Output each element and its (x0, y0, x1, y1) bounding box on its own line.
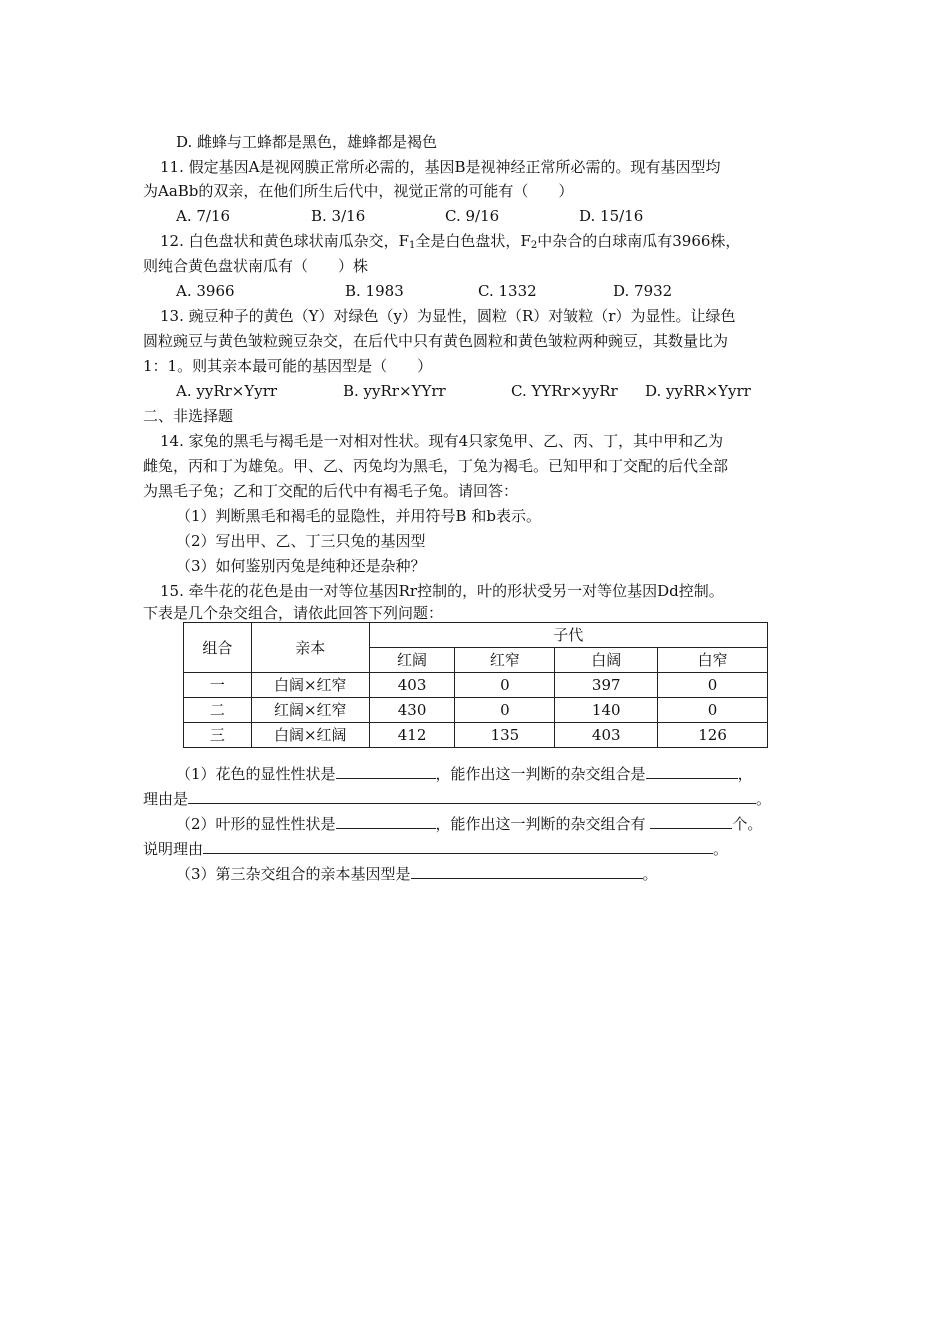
q13-stem-line2: 圆粒豌豆与黄色皱粒豌豆杂交，在后代中只有黄色圆粒和黄色皱粒两种豌豆，其数量比为 (143, 332, 729, 350)
cell-count: 0 (658, 673, 768, 698)
q10-option-d: D. 雌蜂与工蜂都是黑色，雄蜂都是褐色 (176, 133, 438, 151)
q11-stem-line1: 11. 假定基因A是视网膜正常所必需的，基因B是视神经正常所必需的。现有基因型均 (160, 158, 721, 176)
q12-stem-line2: 则纯合黄色盘状南瓜有（ ）株 (143, 257, 369, 275)
cell-count: 430 (369, 698, 455, 723)
header-red-narrow: 红窄 (455, 648, 555, 673)
q15-sub3-line (176, 862, 658, 885)
q15-sub1-reason-label: 理由是 (143, 790, 189, 808)
q11-option-c: C. 9/16 (445, 207, 500, 225)
cell-count: 0 (455, 698, 555, 723)
table-row (184, 698, 768, 723)
q14-stem-line3: 为黑毛子兔；乙和丁交配的后代中有褐毛子兔。请回答： (143, 482, 519, 500)
answer-blank[interactable] (411, 862, 643, 879)
q13-option-d: D. yyRR×Yyrr (645, 382, 751, 400)
q12-option-d: D. 7932 (613, 282, 673, 300)
q15-sub1-end: 。 (756, 790, 772, 808)
q12-text-c: 中杂合的白球南瓜有3966株， (537, 232, 741, 250)
q12-sub1: 1 (409, 240, 416, 251)
q14-stem-line2: 雌兔，丙和丁为雄兔。甲、乙、丙兔均为黑毛，丁兔为褐毛。已知甲和丁交配的后代全部 (143, 457, 729, 475)
q15-stem-line2: 下表是几个杂交组合，请依此回答下列问题： (143, 604, 444, 622)
q14-sub3: （3）如何鉴别丙兔是纯种还是杂种？ (176, 557, 426, 575)
q15-sub2-reason-label: 说明理由 (143, 840, 204, 858)
cell-count: 397 (555, 673, 658, 698)
q15-sub2-text-c: 个。 (732, 815, 763, 833)
q13-option-c: C. YYRr×yyRr (511, 382, 618, 400)
answer-blank[interactable] (203, 837, 713, 854)
q15-sub3-end: 。 (642, 865, 658, 883)
cell-group: 三 (184, 723, 252, 748)
q12-sub2: 2 (530, 240, 538, 251)
header-white-narrow: 白窄 (658, 648, 768, 673)
q13-stem-line3: 1：1。则其亲本最可能的基因型是（ ） (143, 357, 433, 375)
q15-sub1-line2 (143, 787, 771, 810)
header-red-wide: 红阔 (369, 648, 455, 673)
cell-count: 0 (658, 698, 768, 723)
q12-option-c: C. 1332 (478, 282, 537, 300)
cell-count: 0 (455, 673, 555, 698)
q15-sub2-end: 。 (713, 840, 729, 858)
q14-stem-line1: 14. 家兔的黑毛与褐毛是一对相对性状。现有4只家兔甲、乙、丙、丁，其中甲和乙为 (160, 432, 724, 450)
q15-sub1-text-b: ，能作出这一判断的杂交组合是 (435, 765, 646, 783)
header-white-wide: 白阔 (555, 648, 658, 673)
q15-stem-line1: 15. 牵牛花的花色是由一对等位基因Rr控制的，叶的形状受另一对等位基因Dd控制。 (160, 582, 724, 600)
section-heading: 二、非选择题 (143, 407, 234, 425)
q12-text-a: 12. 白色盘状和黄色球状南瓜杂交， (160, 232, 399, 250)
q13-stem-line1: 13. 豌豆种子的黄色（Y）对绿色（y）为显性，圆粒（R）对皱粒（r）为显性。让绿色 (160, 307, 736, 325)
cell-group: 一 (184, 673, 252, 698)
cell-parents: 白阔×红阔 (251, 723, 369, 748)
cell-count: 135 (455, 723, 555, 748)
table-row (184, 723, 768, 748)
q15-sub2-line1 (176, 812, 762, 835)
answer-blank[interactable] (336, 812, 436, 829)
q15-sub2-line2 (143, 837, 728, 860)
answer-blank[interactable] (188, 787, 756, 804)
q12-option-b: B. 1983 (345, 282, 404, 300)
q14-sub2: （2）写出甲、乙、丁三只兔的基因型 (176, 532, 426, 550)
q15-sub3-text-a: （3）第三杂交组合的亲本基因型是 (176, 865, 411, 883)
cell-parents: 白阔×红窄 (251, 673, 369, 698)
cell-count: 412 (369, 723, 455, 748)
q13-option-b: B. yyRr×YYrr (343, 382, 446, 400)
q14-sub1: （1）判断黑毛和褐毛的显隐性，并用符号B 和b表示。 (176, 507, 541, 525)
header-group: 组合 (184, 623, 252, 673)
q15-sub1-text-a: （1）花色的显性性状是 (176, 765, 336, 783)
q11-option-b: B. 3/16 (311, 207, 366, 225)
cell-count: 403 (369, 673, 455, 698)
cell-count: 140 (555, 698, 658, 723)
cross-results-table (183, 622, 768, 748)
header-parents: 亲本 (251, 623, 369, 673)
answer-blank[interactable] (646, 762, 738, 779)
table-row (184, 673, 768, 698)
q15-sub1-text-c: ， (737, 765, 753, 783)
cell-group: 二 (184, 698, 252, 723)
q13-option-a: A. yyRr×Yyrr (176, 382, 278, 400)
q11-option-d: D. 15/16 (579, 207, 644, 225)
q15-sub2-text-a: （2）叶形的显性性状是 (176, 815, 336, 833)
answer-blank[interactable] (650, 812, 732, 829)
header-offspring: 子代 (369, 623, 767, 648)
q15-sub2-text-b: ，能作出这一判断的杂交组合有 (435, 815, 651, 833)
q12-option-a: A. 3966 (176, 282, 235, 300)
q11-option-a: A. 7/16 (176, 207, 231, 225)
cell-parents: 红阔×红窄 (251, 698, 369, 723)
cell-count: 403 (555, 723, 658, 748)
answer-blank[interactable] (336, 762, 436, 779)
cell-count: 126 (658, 723, 768, 748)
q11-stem-line2: 为AaBb的双亲，在他们所生后代中，视觉正常的可能有（ ） (143, 182, 574, 200)
q12-stem-line1: 12. 白色盘状和黄色球状南瓜杂交，$F_1$全是白色盘状，$F_2$中杂合的白球南瓜有3966株， (160, 232, 741, 251)
q12-text-b: 全是白色盘状， (415, 232, 521, 250)
q15-sub1-line1 (176, 762, 753, 785)
